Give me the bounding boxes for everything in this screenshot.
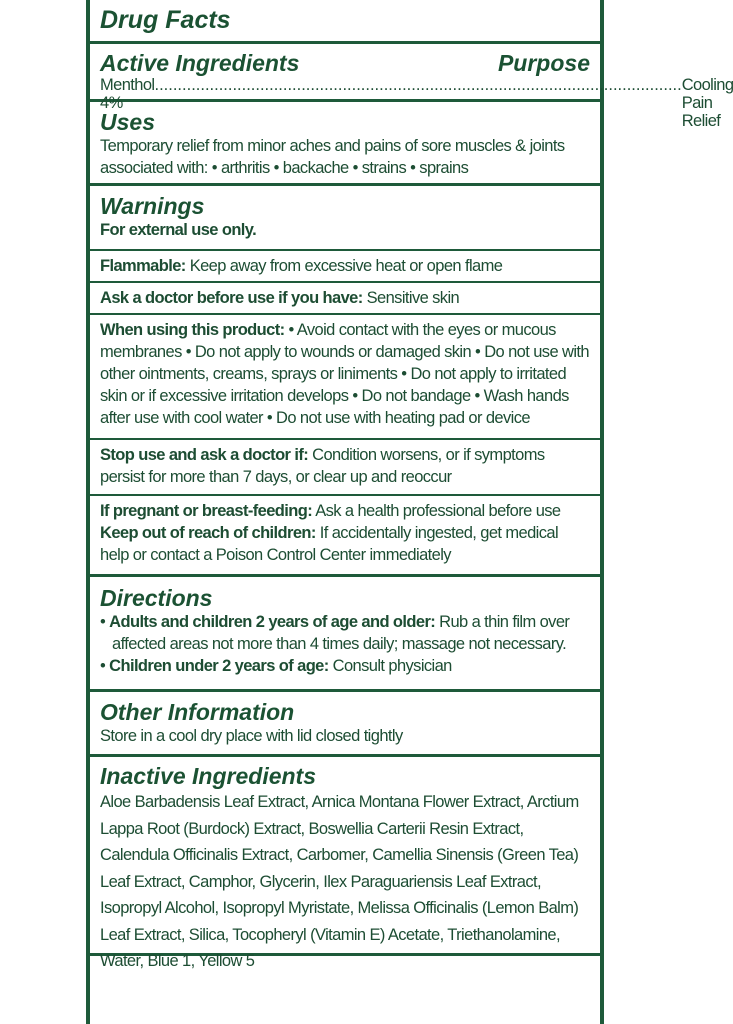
other-information-section	[90, 692, 600, 757]
flammable-section	[90, 251, 600, 283]
when-using-label: When using this product:	[100, 321, 285, 339]
active-ingredient: Menthol 4%	[100, 76, 155, 112]
ask-doctor-section	[90, 283, 600, 315]
flammable-text: Keep away from excessive heat or open flame	[189, 257, 503, 275]
stop-use-text: Condition worsens, or if symptoms persist for more than 7 days, or clear up and reoccur	[100, 446, 545, 486]
empty-bottom-section	[90, 956, 600, 1024]
directions-item2-label: Children under 2 years of age:	[109, 657, 329, 675]
ask-doctor-text: Sensitive skin	[366, 289, 460, 307]
inactive-ingredients-heading: Inactive Ingredients	[100, 763, 317, 789]
directions-heading: Directions	[100, 585, 213, 611]
pregnant-text: Ask a health professional before use	[315, 502, 561, 520]
uses-text: Temporary relief from minor aches and pains of sore muscles & joints associated with: • arthritis • backache • strains • sprains	[100, 137, 565, 177]
warnings-section	[90, 186, 600, 251]
inactive-ingredients-text: Aloe Barbadensis Leaf Extract, Arnica Montana Flower Extract, Arctium Lappa Root (Burdock) Extract, Boswellia Carterii Resin Extract, Calendula Officinalis Extract, Carbomer, Camellia Sinensis (Green Tea) Leaf Extract, Camphor, Glycerin, Ilex Paraguariensis Leaf Extract, Isopropyl Alcohol, Isopropyl Myristate, Melissa Officinalis (Lemon Balm) Leaf Extract, Silica, Tocopheryl (Vitamin E) Acetate, Triethanolamine, Water, Blue 1, Yellow 5	[100, 793, 579, 970]
uses-section	[90, 102, 600, 186]
directions-item1-text: Rub a thin film over affected areas not more than 4 times daily; massage not necessary.	[112, 613, 570, 653]
inactive-ingredients-section	[90, 757, 600, 970]
pregnancy-children-section	[90, 496, 600, 577]
other-information-text: Store in a cool dry place with lid closed tightly	[100, 727, 403, 745]
uses-heading: Uses	[100, 109, 155, 135]
stop-use-label: Stop use and ask a doctor if:	[100, 446, 309, 464]
flammable-label: Flammable:	[100, 257, 186, 275]
pregnant-label: If pregnant or breast-feeding:	[100, 502, 313, 520]
external-use-text: For external use only.	[100, 221, 257, 239]
drug-facts-label	[86, 0, 733, 1024]
children-label: Keep out of reach of children:	[100, 524, 316, 542]
leader-dots: ...................................................................................................................	[154, 76, 682, 94]
directions-item: • Adults and children 2 years of age and older: Rub a thin film over affected areas not more than 4 times daily; massage not necessary.	[100, 613, 570, 653]
ask-doctor-label: Ask a doctor before use if you have:	[100, 289, 363, 307]
when-using-text: • Avoid contact with the eyes or mucous membranes • Do not apply to wounds or damaged skin • Do not use with other ointments, creams, sprays or liniments • Do not apply to irritated skin or if excessive irritation develops • Do not bandage • Wash hands after use with cool water • Do not use with heating pad or device	[100, 321, 589, 427]
drug-facts-title: Drug Facts	[100, 6, 231, 34]
purpose-heading: Purpose	[497, 50, 590, 76]
stop-use-section	[90, 440, 600, 496]
other-information-heading: Other Information	[100, 699, 295, 725]
directions-item1-label: Adults and children 2 years of age and older:	[109, 613, 436, 631]
active-purpose: Cooling Pain Relief	[681, 76, 733, 130]
when-using-section	[90, 315, 600, 440]
directions-item: • Children under 2 years of age: Consult physician	[100, 657, 452, 675]
title-section	[90, 0, 600, 44]
active-ingredients-heading: Active Ingredients	[100, 50, 300, 76]
children-text: If accidentally ingested, get medical help or contact a Poison Control Center immediately	[100, 524, 559, 564]
directions-section	[90, 577, 600, 692]
directions-item2-text: Consult physician	[332, 657, 452, 675]
warnings-heading: Warnings	[100, 193, 205, 219]
